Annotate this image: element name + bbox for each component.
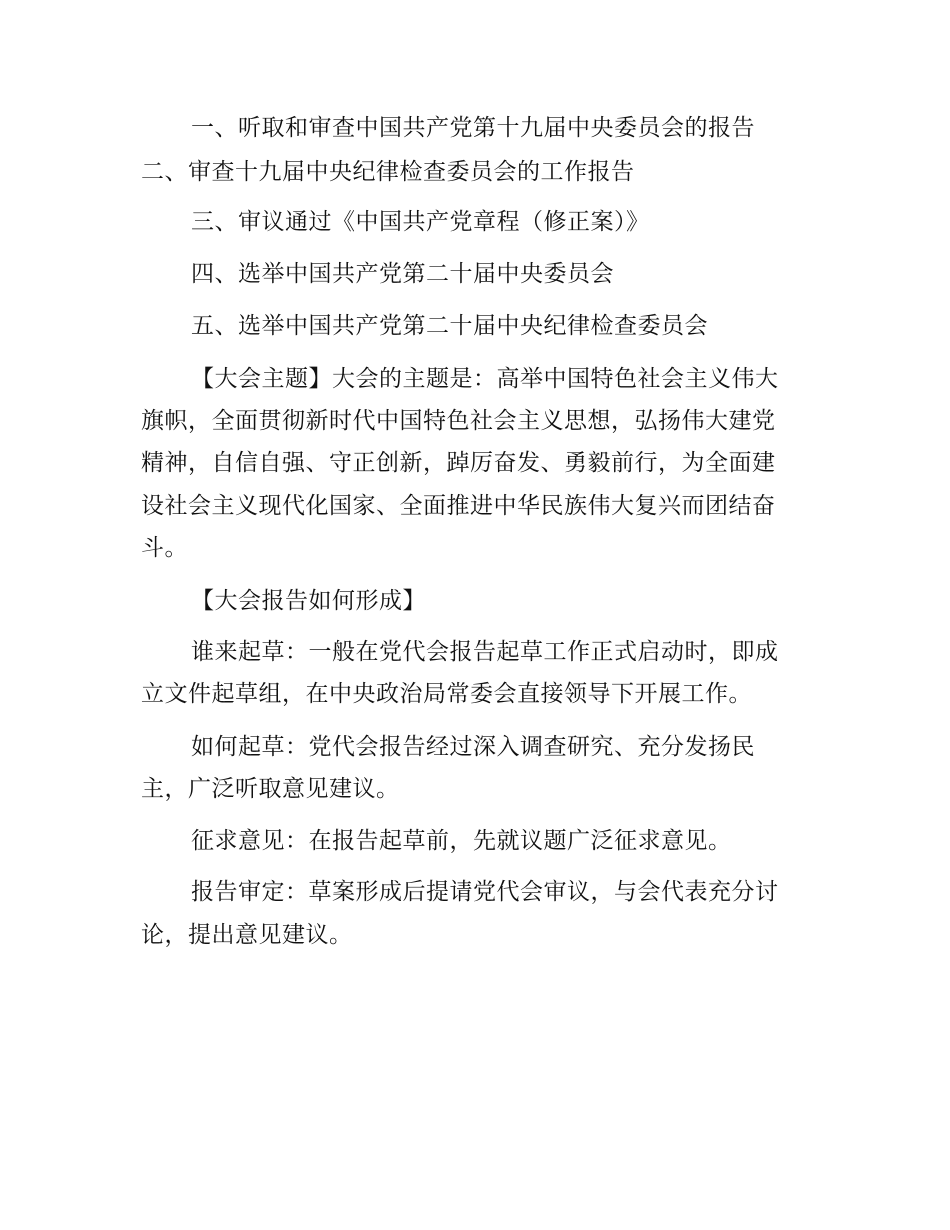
drafting-who-line-2: 立文件起草组，在中央政治局常委会直接领导下开展工作。	[141, 681, 752, 707]
report-heading: 【大会报告如何形成】	[191, 588, 426, 614]
agenda-item-3: 三、审议通过《中国共产党章程（修正案）》	[191, 209, 650, 235]
agenda-item-2: 二、审查十九届中央纪律检查委员会的工作报告	[141, 159, 635, 185]
drafting-who-line-1: 谁来起草：一般在党代会报告起草工作正式启动时，即成	[191, 639, 779, 665]
theme-line-2: 旗帜，全面贯彻新时代中国特色社会主义思想，弘扬伟大建党	[141, 408, 776, 434]
theme-line-1: 【大会主题】大会的主题是：高举中国特色社会主义伟大	[191, 366, 779, 392]
theme-line-3: 精神，自信自强、守正创新，踔厉奋发、勇毅前行，为全面建	[141, 450, 776, 476]
theme-line-5: 斗。	[141, 535, 188, 561]
drafting-how-line-2: 主，广泛听取意见建议。	[141, 776, 400, 802]
consultation-paragraph: 征求意见：在报告起草前，先就议题广泛征求意见。	[191, 828, 732, 854]
agenda-item-4: 四、选举中国共产党第二十届中央委员会	[191, 261, 614, 287]
theme-line-4: 设社会主义现代化国家、全面推进中华民族伟大复兴而团结奋	[141, 493, 776, 519]
drafting-how-line-1: 如何起草：党代会报告经过深入调查研究、充分发扬民	[191, 734, 755, 760]
agenda-item-5: 五、选举中国共产党第二十届中央纪律检查委员会	[191, 313, 708, 339]
review-line-2: 论，提出意见建议。	[141, 922, 353, 948]
review-line-1: 报告审定：草案形成后提请党代会审议，与会代表充分讨	[191, 879, 779, 905]
agenda-item-1: 一、听取和审查中国共产党第十九届中央委员会的报告	[191, 115, 755, 141]
